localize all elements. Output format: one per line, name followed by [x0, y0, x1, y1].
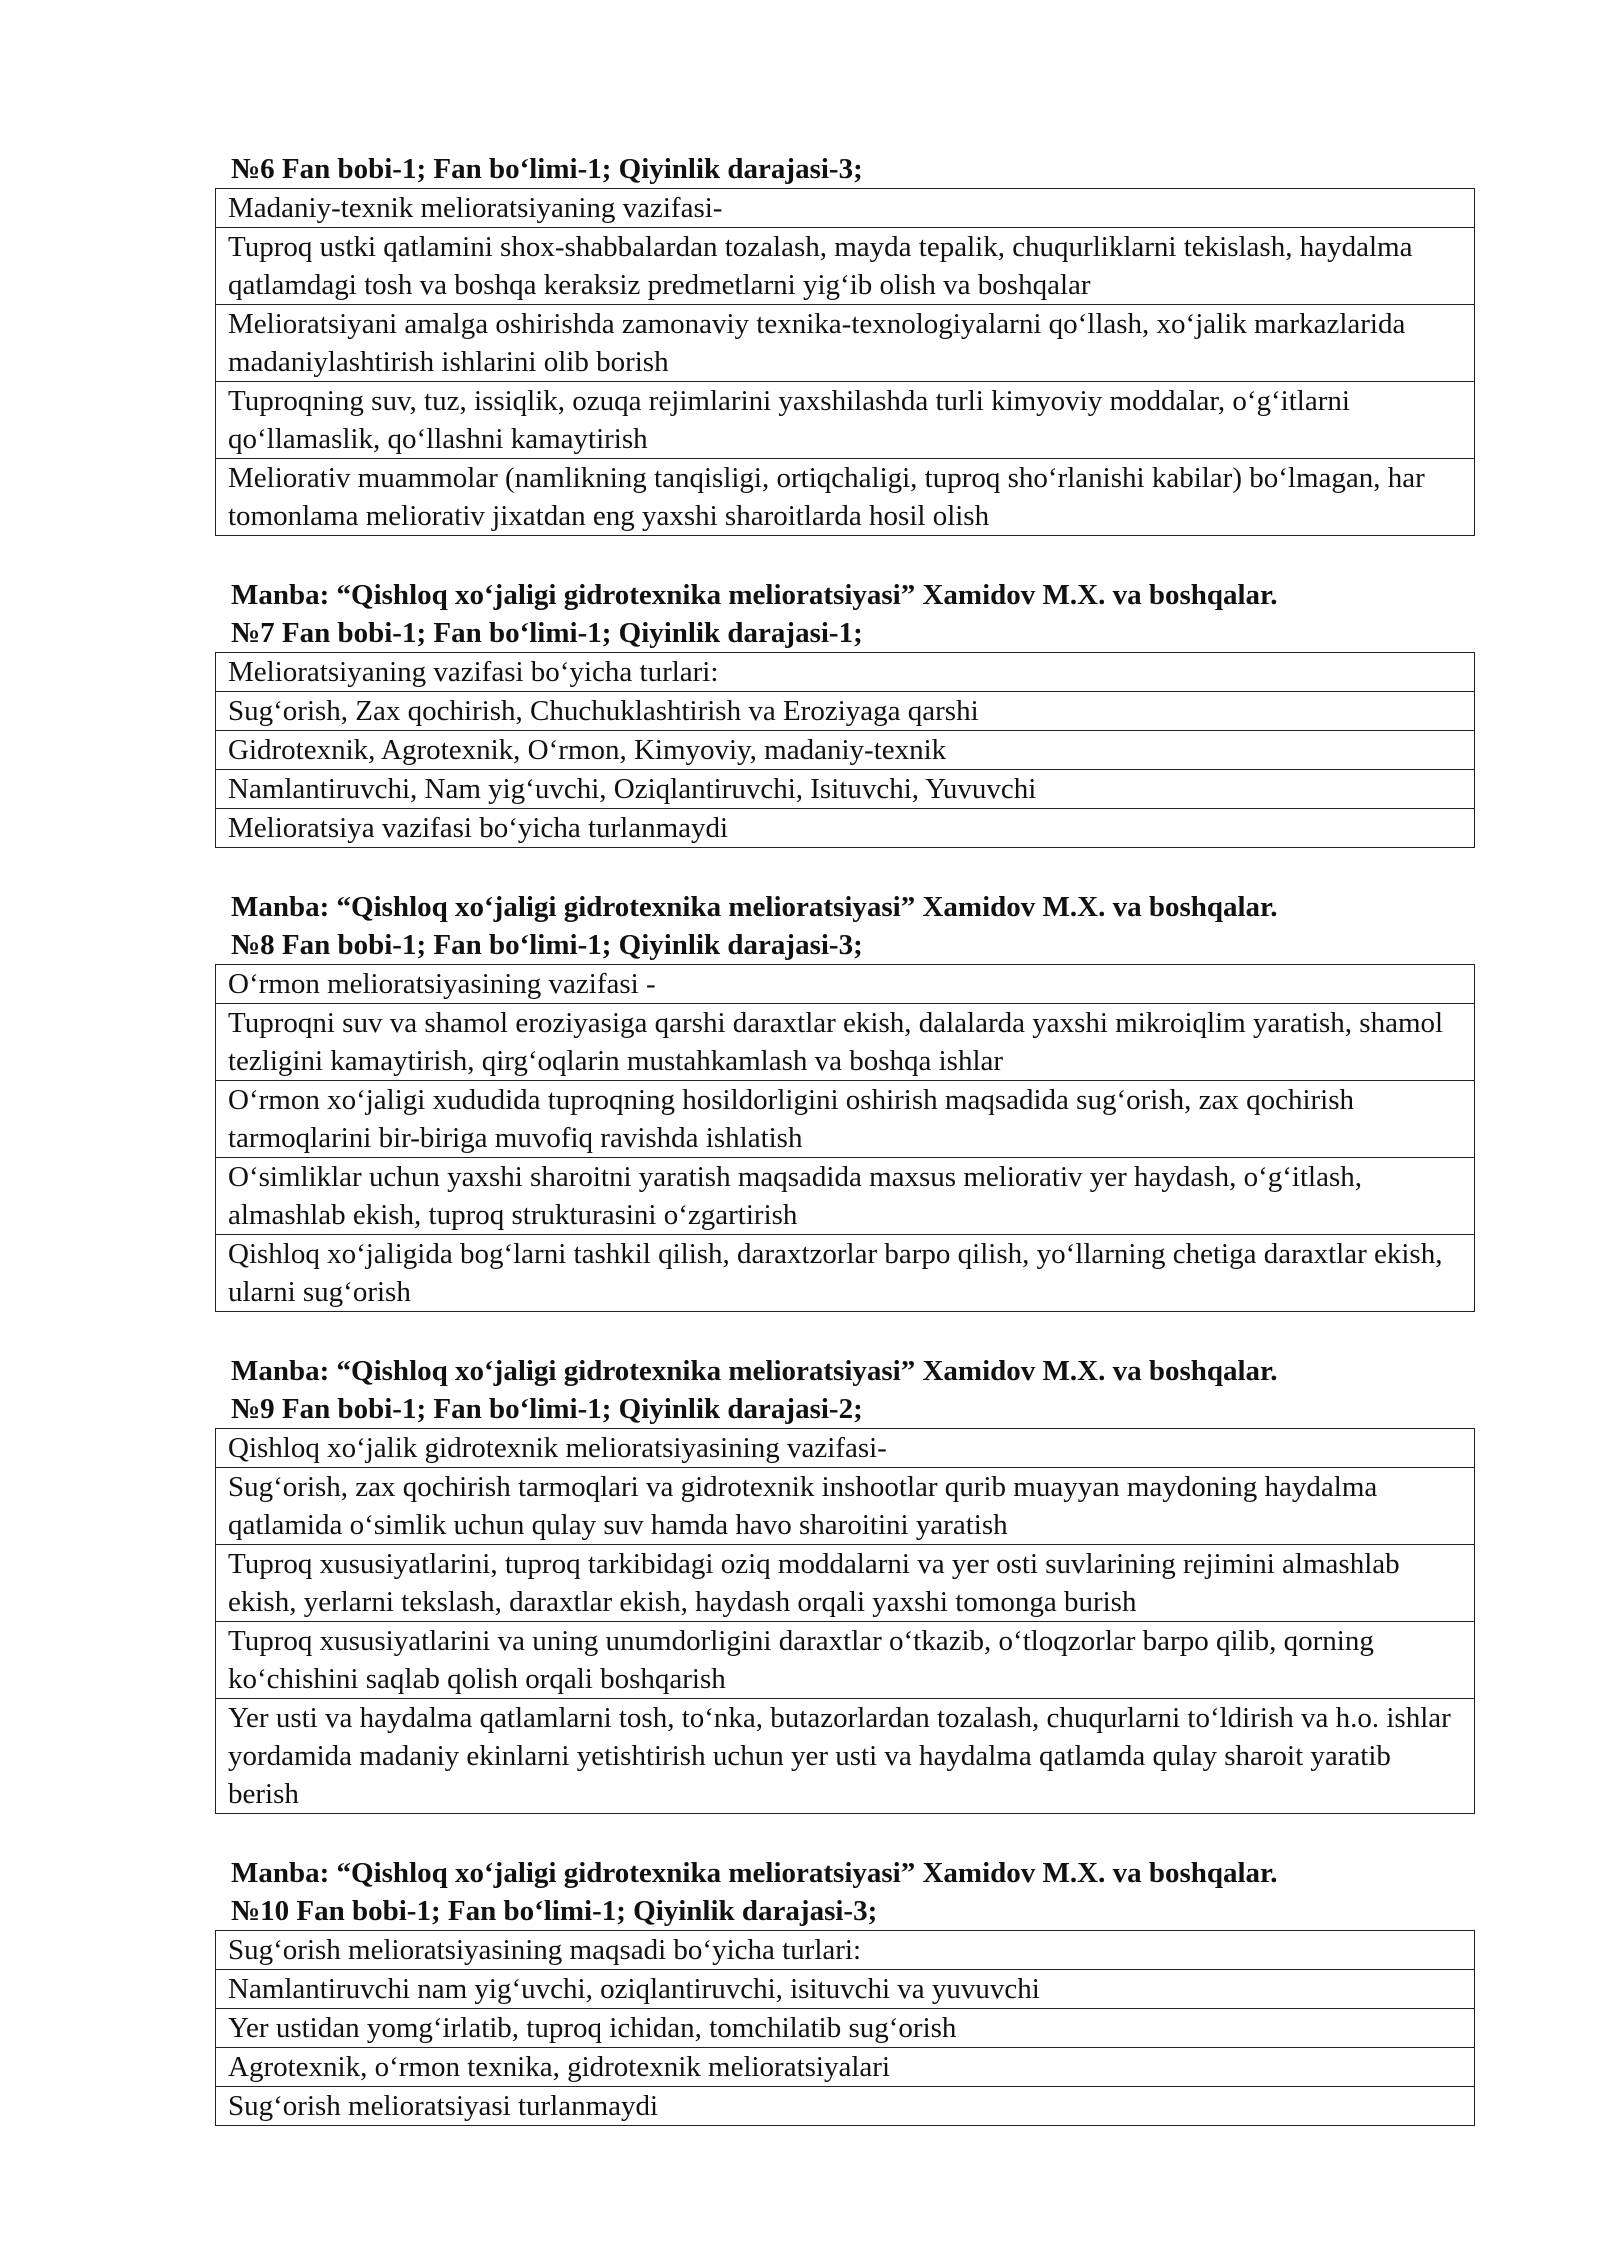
- question-row: [216, 965, 1475, 1004]
- answer-option: Namlantiruvchi nam yig‘uvchi, oziqlantiruvchi, isituvchi va yuvuvchi: [216, 1970, 1475, 2009]
- question-header: №7 Fan bobi-1; Fan bo‘limi-1; Qiyinlik darajasi-1;: [231, 617, 863, 649]
- answer-row: [216, 305, 1475, 382]
- answer-row: [216, 770, 1475, 809]
- answer-option: Yer usti va haydalma qatlamlarni tosh, to‘nka, butazorlardan tozalash, chuqurlarni to‘ldirish va h.o. ishlar yordamida madaniy ekinlarni yetishtirish uchun yer usti va haydalma qatlamda qulay sharoit yaratib berish: [216, 1699, 1475, 1814]
- answer-row: [216, 2048, 1475, 2087]
- source-line: Manba: “Qishloq xo‘jaligi gidrotexnika melioratsiyasi” Xamidov M.X. va boshqalar.: [231, 1355, 1278, 1387]
- question-header: №6 Fan bobi-1; Fan bo‘limi-1; Qiyinlik darajasi-3;: [231, 153, 863, 185]
- question-text: O‘rmon melioratsiyasining vazifasi -: [216, 965, 1475, 1004]
- question-table: [215, 188, 1475, 536]
- answer-row: [216, 1235, 1475, 1312]
- question-header: №9 Fan bobi-1; Fan bo‘limi-1; Qiyinlik darajasi-2;: [231, 1393, 863, 1425]
- question-table: [215, 1930, 1475, 2126]
- question-row: [216, 1429, 1475, 1468]
- answer-option: Tuproq xususiyatlarini va uning unumdorligini daraxtlar o‘tkazib, o‘tloqzorlar barpo qilib, qorning ko‘chishini saqlab qolish orqali boshqarish: [216, 1622, 1475, 1699]
- question-table: [215, 1428, 1475, 1814]
- answer-row: [216, 1622, 1475, 1699]
- answer-option: Melioratsiyani amalga oshirishda zamonaviy texnika-texnologiyalarni qo‘llash, xo‘jalik markazlarida madaniylashtirish ishlarini olib borish: [216, 305, 1475, 382]
- answer-option: Sug‘orish, Zax qochirish, Chuchuklashtirish va Eroziyaga qarshi: [216, 692, 1475, 731]
- answer-row: [216, 1158, 1475, 1235]
- question-row: [216, 189, 1475, 228]
- answer-option: Agrotexnik, o‘rmon texnika, gidrotexnik melioratsiyalari: [216, 2048, 1475, 2087]
- question-table: [215, 652, 1475, 848]
- answer-row: [216, 1081, 1475, 1158]
- answer-option: Tuproqning suv, tuz, issiqlik, ozuqa rejimlarini yaxshilashda turli kimyoviy moddalar, o‘g‘itlarni qo‘llamaslik, qo‘llashni kamaytirish: [216, 382, 1475, 459]
- answer-option: O‘simliklar uchun yaxshi sharoitni yaratish maqsadida maxsus meliorativ yer haydash, o‘g‘itlash, almashlab ekish, tuproq strukturasini o‘zgartirish: [216, 1158, 1475, 1235]
- question-text: Sug‘orish melioratsiyasining maqsadi bo‘yicha turlari:: [216, 1931, 1475, 1970]
- document-page: [215, 150, 1475, 2126]
- answer-row: [216, 731, 1475, 770]
- question-row: [216, 653, 1475, 692]
- answer-row: [216, 1699, 1475, 1814]
- answer-row: [216, 2087, 1475, 2126]
- question-text: Madaniy-texnik melioratsiyaning vazifasi-: [216, 189, 1475, 228]
- answer-row: [216, 1004, 1475, 1081]
- answer-option: Gidrotexnik, Agrotexnik, O‘rmon, Kimyoviy, madaniy-texnik: [216, 731, 1475, 770]
- answer-row: [216, 2009, 1475, 2048]
- question-text: Melioratsiyaning vazifasi bo‘yicha turlari:: [216, 653, 1475, 692]
- answer-option: Melioratsiya vazifasi bo‘yicha turlanmaydi: [216, 809, 1475, 848]
- answer-row: [216, 1970, 1475, 2009]
- answer-row: [216, 809, 1475, 848]
- source-line: Manba: “Qishloq xo‘jaligi gidrotexnika melioratsiyasi” Xamidov M.X. va boshqalar.: [231, 579, 1278, 611]
- question-text: Qishloq xo‘jalik gidrotexnik melioratsiyasining vazifasi-: [216, 1429, 1475, 1468]
- answer-option: Sug‘orish melioratsiyasi turlanmaydi: [216, 2087, 1475, 2126]
- answer-option: Tuproq ustki qatlamini shox-shabbalardan tozalash, mayda tepalik, chuqurliklarni tekislash, haydalma qatlamdagi tosh va boshqa keraksiz predmetlarni yig‘ib olish va boshqalar: [216, 228, 1475, 305]
- answer-row: [216, 692, 1475, 731]
- answer-option: Sug‘orish, zax qochirish tarmoqlari va gidrotexnik inshootlar qurib muayyan maydoning haydalma qatlamida o‘simlik uchun qulay suv hamda havo sharoitini yaratish: [216, 1468, 1475, 1545]
- answer-row: [216, 228, 1475, 305]
- source-line: Manba: “Qishloq xo‘jaligi gidrotexnika melioratsiyasi” Xamidov M.X. va boshqalar.: [231, 1857, 1278, 1889]
- answer-row: [216, 1468, 1475, 1545]
- answer-option: O‘rmon xo‘jaligi xududida tuproqning hosildorligini oshirish maqsadida sug‘orish, zax qochirish tarmoqlarini bir-biriga muvofiq ravishda ishlatish: [216, 1081, 1475, 1158]
- source-line: Manba: “Qishloq xo‘jaligi gidrotexnika melioratsiyasi” Xamidov M.X. va boshqalar.: [231, 891, 1278, 923]
- answer-row: [216, 459, 1475, 536]
- answer-option: Qishloq xo‘jaligida bog‘larni tashkil qilish, daraxtzorlar barpo qilish, yo‘llarning chetiga daraxtlar ekish, ularni sug‘orish: [216, 1235, 1475, 1312]
- question-table: [215, 964, 1475, 1312]
- answer-row: [216, 382, 1475, 459]
- question-header: №8 Fan bobi-1; Fan bo‘limi-1; Qiyinlik darajasi-3;: [231, 929, 863, 961]
- answer-option: Namlantiruvchi, Nam yig‘uvchi, Oziqlantiruvchi, Isituvchi, Yuvuvchi: [216, 770, 1475, 809]
- question-header: №10 Fan bobi-1; Fan bo‘limi-1; Qiyinlik darajasi-3;: [231, 1895, 878, 1927]
- answer-option: Meliorativ muammolar (namlikning tanqisligi, ortiqchaligi, tuproq sho‘rlanishi kabilar) bo‘lmagan, har tomonlama meliorativ jixatdan eng yaxshi sharoitlarda hosil olish: [216, 459, 1475, 536]
- question-row: [216, 1931, 1475, 1970]
- answer-row: [216, 1545, 1475, 1622]
- answer-option: Tuproqni suv va shamol eroziyasiga qarshi daraxtlar ekish, dalalarda yaxshi mikroiqlim yaratish, shamol tezligini kamaytirish, qirg‘oqlarin mustahkamlash va boshqa ishlar: [216, 1004, 1475, 1081]
- answer-option: Tuproq xususiyatlarini, tuproq tarkibidagi oziq moddalarni va yer osti suvlarining rejimini almashlab ekish, yerlarni tekslash, daraxtlar ekish, haydash orqali yaxshi tomonga burish: [216, 1545, 1475, 1622]
- answer-option: Yer ustidan yomg‘irlatib, tuproq ichidan, tomchilatib sug‘orish: [216, 2009, 1475, 2048]
